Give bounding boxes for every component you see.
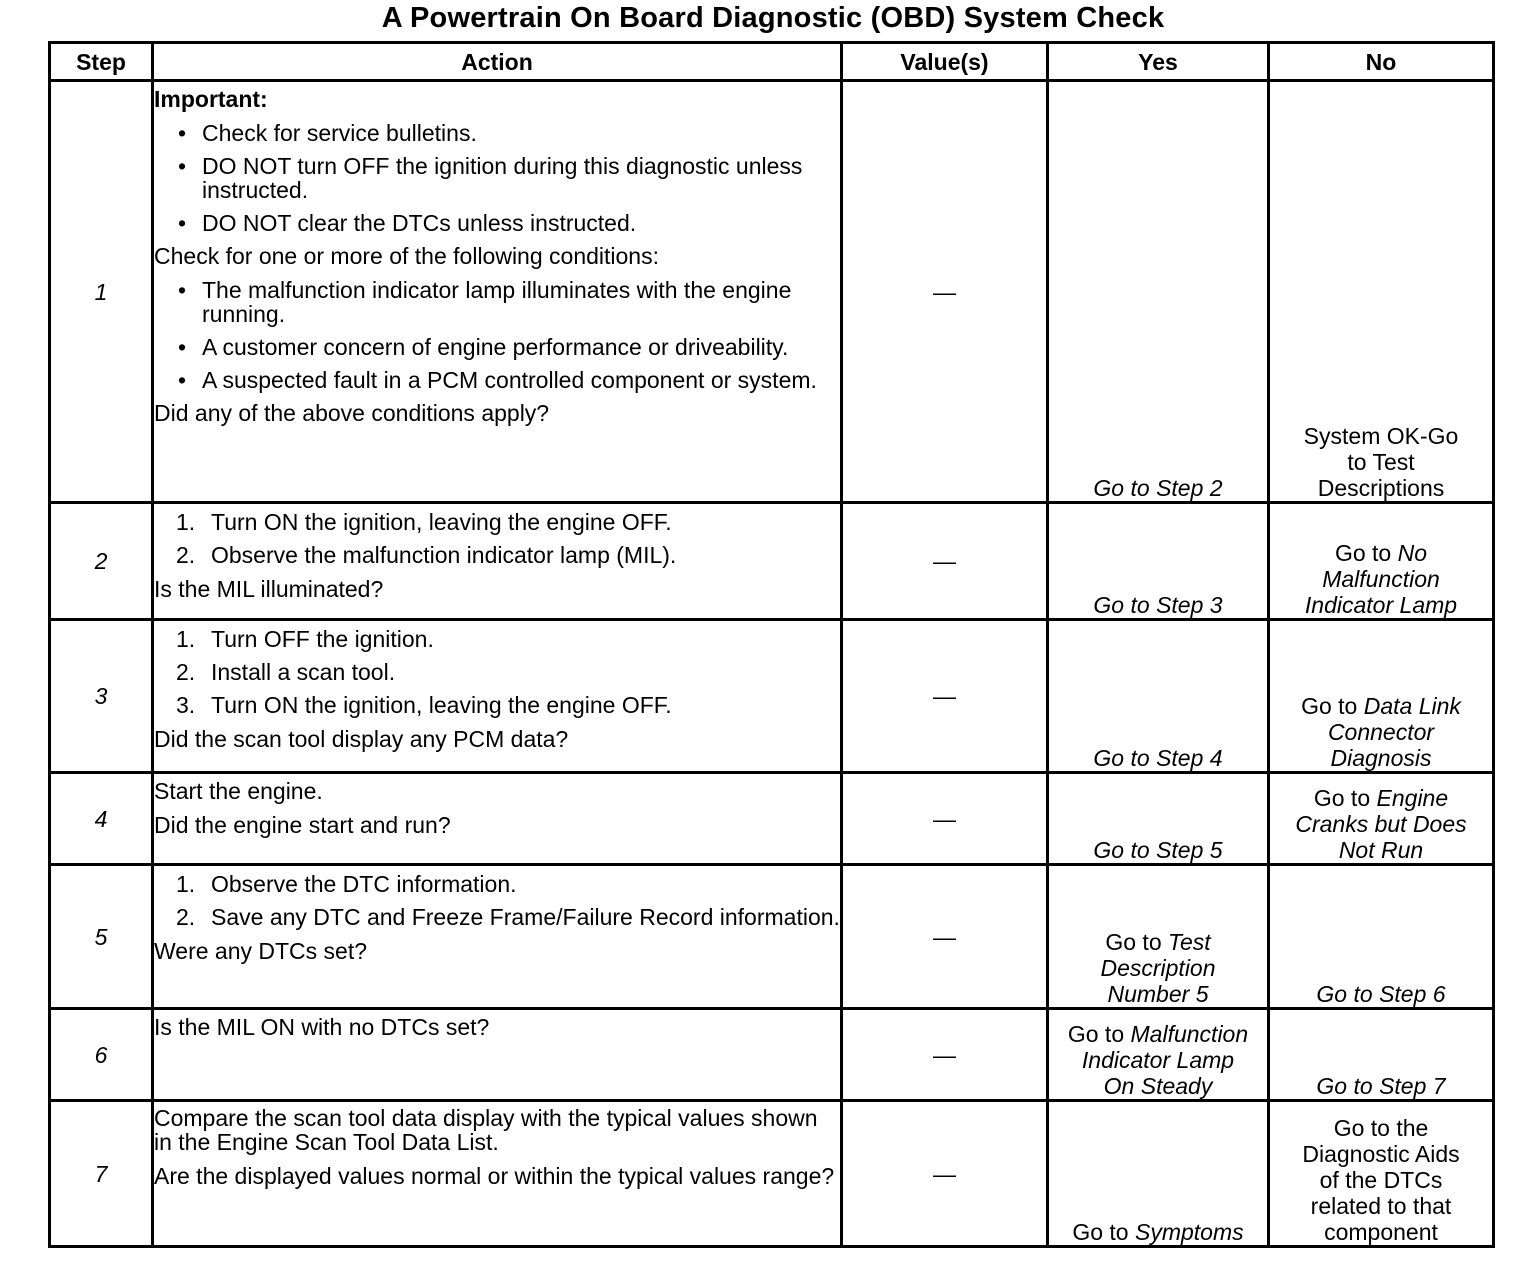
list-item: 1. Observe the DTC information. <box>176 871 517 897</box>
list-item: • The malfunction indicator lamp illuminates with the engine running. <box>154 278 840 326</box>
list-item: 2. Save any DTC and Freeze Frame/Failure Record information. <box>176 904 840 930</box>
table-row <box>50 81 1494 503</box>
value-cell: — <box>842 865 1048 1009</box>
list-item: 2. Observe the malfunction indicator lamp (MIL). <box>176 542 677 568</box>
no-cell: Go to Step 7 <box>1269 1009 1494 1101</box>
yes-prefix: Go to <box>1072 1219 1129 1245</box>
no-cell <box>1269 81 1494 503</box>
action-cell <box>153 503 842 620</box>
list-item: • A customer concern of engine performance or driveability. <box>154 335 840 359</box>
no-cell <box>1269 620 1494 773</box>
steps-list <box>154 627 840 717</box>
yes-cell: Go to Step 4 <box>1048 620 1269 773</box>
no-line: Descriptions <box>1317 475 1445 501</box>
yes-ref: On Steady <box>1103 1073 1213 1099</box>
no-line: of the DTCs <box>1319 1167 1443 1193</box>
yes-ref: Symptoms <box>1135 1219 1244 1245</box>
step-number: 5 <box>50 865 153 1009</box>
yes-prefix: Go to <box>1105 929 1162 955</box>
list-item: • DO NOT turn OFF the ignition during this diagnostic unless instructed. <box>154 154 840 202</box>
yes-cell: Go to Step 2 <box>1048 81 1269 503</box>
question: Were any DTCs set? <box>154 938 368 964</box>
no-line: Go to the <box>1333 1115 1429 1141</box>
no-ref: Data Link <box>1363 693 1461 719</box>
value-cell: — <box>842 81 1048 503</box>
no-prefix: Go to <box>1313 785 1371 811</box>
question: Is the MIL ON with no DTCs set? <box>154 1014 490 1040</box>
no-ref: Connector <box>1327 719 1435 745</box>
action-cell <box>153 620 842 773</box>
instruction: Start the engine. <box>154 778 323 804</box>
value-cell: — <box>842 1009 1048 1101</box>
no-prefix: Go to <box>1301 693 1358 719</box>
no-ref: Indicator Lamp <box>1304 592 1458 618</box>
header-no: No <box>1269 43 1494 81</box>
check-intro: Check for one or more of the following conditions: <box>154 243 659 269</box>
no-line: System OK-Go <box>1303 423 1459 449</box>
action-cell <box>153 1101 842 1247</box>
yes-cell: Go to Step 5 <box>1048 773 1269 865</box>
conditions-list <box>154 278 840 392</box>
steps-list <box>154 872 840 929</box>
list-item: 1. Turn OFF the ignition. <box>176 626 434 652</box>
header-yes: Yes <box>1048 43 1269 81</box>
list-item: 1. Turn ON the ignition, leaving the engine OFF. <box>176 509 672 535</box>
no-ref: Diagnosis <box>1330 745 1432 771</box>
no-ref: Engine <box>1376 785 1449 811</box>
action-cell <box>153 81 842 503</box>
list-item: • Check for service bulletins. <box>154 121 840 145</box>
no-prefix: Go to <box>1334 540 1392 566</box>
no-line: to Test <box>1347 449 1415 475</box>
page-title: A Powertrain On Board Diagnostic (OBD) System Check <box>381 2 1165 34</box>
action-cell <box>153 1009 842 1101</box>
table-row <box>50 865 1494 1009</box>
action-cell <box>153 865 842 1009</box>
no-cell: Go to Step 6 <box>1269 865 1494 1009</box>
list-item: 3. Turn ON the ignition, leaving the engine OFF. <box>176 692 672 718</box>
list-item: 2. Install a scan tool. <box>176 659 396 685</box>
question: Did the engine start and run? <box>154 812 451 838</box>
no-cell <box>1269 773 1494 865</box>
yes-ref: Indicator Lamp <box>1081 1047 1235 1073</box>
instruction: Compare the scan tool data display with the typical values shown in the Engine Scan Tool Data List. <box>154 1105 818 1155</box>
value-cell: — <box>842 1101 1048 1247</box>
yes-cell <box>1048 1009 1269 1101</box>
table-row <box>50 1009 1494 1101</box>
table-row <box>50 773 1494 865</box>
question: Are the displayed values normal or within the typical values range? <box>154 1163 835 1189</box>
yes-prefix: Go to <box>1067 1021 1125 1047</box>
value-cell: — <box>842 503 1048 620</box>
question: Is the MIL illuminated? <box>154 576 384 602</box>
question: Did the scan tool display any PCM data? <box>154 726 569 752</box>
header-row <box>50 43 1494 81</box>
header-values: Value(s) <box>842 43 1048 81</box>
step-number: 7 <box>50 1101 153 1247</box>
important-notes <box>154 121 840 235</box>
table-row <box>50 1101 1494 1247</box>
question: Did any of the above conditions apply? <box>154 400 550 426</box>
steps-list <box>154 510 840 567</box>
no-ref: Not Run <box>1338 837 1424 863</box>
yes-ref: Number 5 <box>1107 981 1209 1007</box>
yes-cell <box>1048 1101 1269 1247</box>
no-ref: Cranks but Does <box>1295 811 1467 837</box>
no-line: Diagnostic Aids <box>1302 1141 1460 1167</box>
step-number: 3 <box>50 620 153 773</box>
table-row <box>50 503 1494 620</box>
obd-check-table <box>48 41 1495 1248</box>
yes-ref: Description <box>1100 955 1216 981</box>
step-number: 2 <box>50 503 153 620</box>
value-cell: — <box>842 620 1048 773</box>
important-label: Important: <box>154 86 268 112</box>
yes-cell: Go to Step 3 <box>1048 503 1269 620</box>
no-line: related to that <box>1310 1193 1452 1219</box>
header-step: Step <box>50 43 153 81</box>
step-number: 6 <box>50 1009 153 1101</box>
yes-ref: Malfunction <box>1130 1021 1249 1047</box>
step-number: 4 <box>50 773 153 865</box>
yes-cell <box>1048 865 1269 1009</box>
no-cell <box>1269 1101 1494 1247</box>
yes-ref: Test <box>1168 929 1211 955</box>
table-row <box>50 620 1494 773</box>
list-item: • A suspected fault in a PCM controlled component or system. <box>154 368 840 392</box>
action-cell <box>153 773 842 865</box>
list-item: • DO NOT clear the DTCs unless instructed. <box>154 211 840 235</box>
no-cell <box>1269 503 1494 620</box>
no-ref: No <box>1397 540 1428 566</box>
no-ref: Malfunction <box>1322 566 1440 592</box>
header-action: Action <box>153 43 842 81</box>
value-cell: — <box>842 773 1048 865</box>
step-number: 1 <box>50 81 153 503</box>
no-line: component <box>1324 1219 1438 1245</box>
